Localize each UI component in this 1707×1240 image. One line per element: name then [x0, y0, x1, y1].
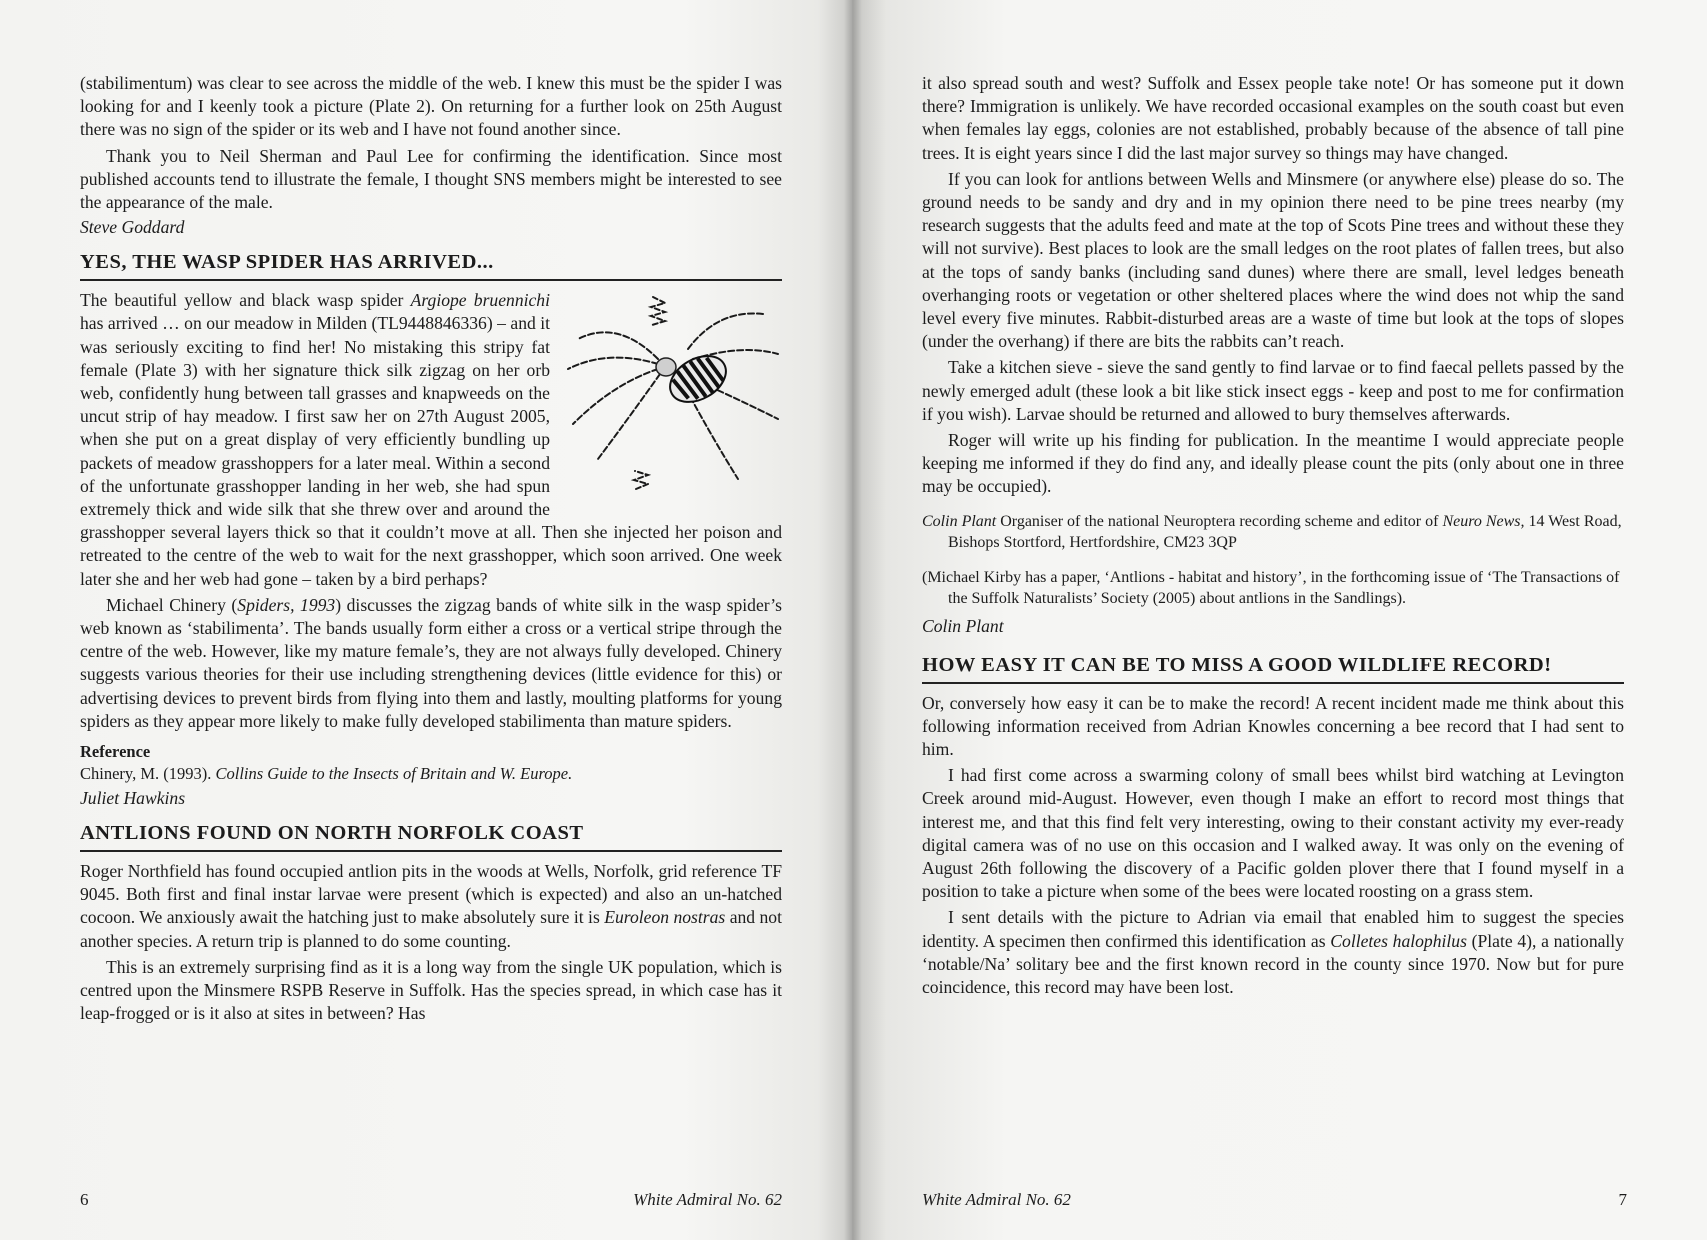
- reference-entry: Chinery, M. (1993). Collins Guide to the Insects of Britain and W. Europe.: [80, 764, 573, 784]
- paragraph: Take a kitchen sieve - sieve the sand gently to find larvae or to find faecal pellets passed by the newly emerged adult (these look a bit like stick insect eggs - keep and post to me for confirmation if you wish). Larvae should be returned and allowed to bury themselves afterwards.: [922, 357, 1624, 424]
- reference-heading: Reference: [80, 742, 151, 762]
- page-left: [0, 0, 852, 1240]
- paragraph: Roger will write up his finding for publication. In the meantime I would appreciate people keeping me informed if they do find any, and ideally please count the pits (only about one in three may be occupied).: [922, 430, 1624, 497]
- wasp-spider-icon: [558, 289, 788, 509]
- paragraph: I had first come across a swarming colony of small bees whilst bird watching at Levington Creek around mid-August. However, even though I make an effort to record most things that interest me, and that this find felt very interesting, owing to their constant activity my ever-ready digital camera was of no use on this occasion and I walked away. It was only on the evening of August 26th following the discovery of a Pacific golden plover there that I found myself in a position to take a picture when some of the bees were located roosting on a grass stem.: [922, 765, 1624, 902]
- paragraph: Thank you to Neil Sherman and Paul Lee for confirming the identification. Since most published accounts tend to illustrate the female, I thought SNS members might be interested to see the appearance of the male.: [80, 145, 782, 213]
- author-address: Colin Plant Organiser of the national Neuroptera recording scheme and editor of Neuro News, 14 West Road, Bishops Stortford, Hertfordshire, CM23 3QP: [922, 512, 1622, 551]
- left-column: [80, 72, 782, 1026]
- paragraph: If you can look for antlions between Wells and Minsmere (or anywhere else) please do so. The ground needs to be sandy and dry and in my opinion there need to be pine trees nearby (my research suggests that the adults feed and mate at the top of Scots Pine trees and without these they will not survive). Best places to look are the small ledges on the root plates of fallen trees, but also at the tops of sandy banks (including sand dunes) where there are small, level ledges beneath overhanging roots or vegetation or other sheltered places where the wind does not whip the sand level every five minutes. Rabbit-disturbed areas are a waste of time but look at the tops of slopes (under the overhang) if there are bits the rabbits can’t reach.: [922, 168, 1624, 352]
- page-right: [852, 0, 1707, 1240]
- right-column: [922, 72, 1624, 999]
- article-heading: YES, THE WASP SPIDER HAS ARRIVED...: [80, 249, 782, 281]
- note: (Michael Kirby has a paper, ‘Antlions - habitat and history’, in the forthcoming issue of ‘The Transactions of the Suffolk Naturalists’ Society (2005) about antlions in the Sandlings).: [922, 568, 1620, 607]
- journal-footer: White Admiral No. 62: [922, 1190, 1071, 1209]
- book-gutter: [844, 0, 862, 1240]
- article-heading: HOW EASY IT CAN BE TO MISS A GOOD WILDLIFE RECORD!: [922, 652, 1624, 684]
- paragraph: Roger Northfield has found occupied antlion pits in the woods at Wells, Norfolk, grid reference TF 9045. Both first and final instar larvae were present (which is expected) and also an un-hatched cocoon. We anxiously await the hatching just to make absolutely sure it is Euroleon nostras and not another species. A return trip is planned to do some counting.: [80, 861, 782, 951]
- paragraph: Michael Chinery (Spiders, 1993) discusses the zigzag bands of white silk in the wasp spider’s web known as ‘stabilimenta’. The bands usually form either a cross or a vertical stripe through the centre of the web. However, like my mature female’s, they are not always fully developed. Chinery suggests various theories for their use including strengthening devices (little evidence for this) or advertising devices to prevent birds from flying into them and lastly, moulting platforms for young spiders as they appear more likely to make fully developed stabilimenta than mature spiders.: [80, 594, 782, 731]
- journal-footer: White Admiral No. 62: [633, 1190, 782, 1209]
- author-signature: Colin Plant: [922, 615, 1004, 636]
- paragraph: (stabilimentum) was clear to see across the middle of the web. I knew this must be the spider I was looking for and I keenly took a picture (Plate 2). On returning for a further look on 25th August there was no sign of the spider or its web and I have not found another since.: [80, 73, 782, 140]
- paragraph: it also spread south and west? Suffolk and Essex people take note! Or has someone put it down there? Immigration is unlikely. We have recorded occasional examples on the south coast but even when females lay eggs, colonies are not established, probably because of the absence of tall pine trees. It is eight years since I did the last major survey so things may have changed.: [922, 73, 1624, 163]
- paragraph: This is an extremely surprising find as it is a long way from the single UK population, which is centred upon the Minsmere RSPB Reserve in Suffolk. Has the species spread, in which case has it leap-frogged or is it also at sites in between? Has: [80, 956, 782, 1024]
- paragraph: I sent details with the picture to Adrian via email that enabled him to suggest the species identity. A specimen then confirmed this identification as Colletes halophilus (Plate 4), a nationally ‘notable/Na’ solitary bee and the first known record in the county since 1970. Now but for pure coincidence, this record may have been lost.: [922, 907, 1624, 998]
- paragraph: The beautiful yellow and black wasp spider Argiope bruennichi has arrived … on our meadow in Milden (TL9448846336) – and it was seriously exciting to find her! No mistaking this stripy fat female (Plate 3) with her signature thick silk zigzag on her orb web, confidently hung between tall grasses and knapweeds on the uncut strip of hay meadow. I first saw her on 27th August 2005, when she put on a great display of very efficiently bundling up packets of meadow grasshoppers for a later meal. Within a second of the unfortunate grasshopper landing in her web, she had spun extremely thick and wide silk that she threw over and around the grasshopper several layers thick so that it couldn’t move at all. Then she injected her poison and retreated to the centre of the web to wait for the next grasshopper, which soon arrived. One week later she and her web had gone – taken by a bird perhaps?: [80, 290, 782, 589]
- paragraph: Or, conversely how easy it can be to make the record! A recent incident made me think about this following information received from Adrian Knowles concerning a bee record that I had sent to him.: [922, 692, 1624, 760]
- author-signature: Steve Goddard: [80, 217, 185, 238]
- author-signature: Juliet Hawkins: [80, 788, 186, 809]
- page-number: 6: [80, 1190, 89, 1209]
- article-heading: ANTLIONS FOUND ON NORTH NORFOLK COAST: [80, 820, 782, 852]
- page-number: 7: [1618, 1190, 1627, 1209]
